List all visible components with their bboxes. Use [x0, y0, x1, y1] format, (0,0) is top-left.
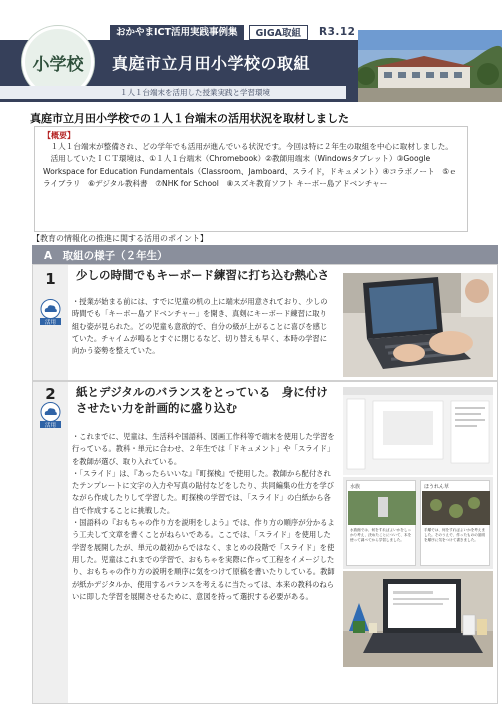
- series-badge: おかやまICT活用実践事例集: [110, 25, 244, 40]
- school-level-label: 小学校: [32, 54, 84, 75]
- item-title: 少しの時間でもキーボード練習に打ち込む熱心さ: [76, 268, 329, 282]
- item-number: 2: [45, 385, 56, 403]
- laptop-toys-photo: [343, 571, 493, 667]
- slide-card: [346, 480, 416, 566]
- use-badge-label: 活用: [44, 319, 57, 325]
- points-note: 【教育の情報化の推進に関する活用のポイント】: [32, 234, 208, 243]
- slide-card: [420, 480, 490, 566]
- item-paragraph: ・「スライド」は、『あったらいいな』『町探検』で使用した。教師から配付されたテンプレートに文字の入力や写真の貼付などをしたり、共同編集の仕方を学びながら作成したりして学習した。町探検の学習では、「スライド」の白紙から各自で作成することに挑戦した。: [72, 468, 335, 515]
- slide-card-caption: 水族館では、何をすればよいかをしっかり考え、決めたことについて、本を使って調べてから学習しました。: [350, 528, 412, 543]
- page-title: 真庭市立月田小学校の取組: [112, 54, 311, 73]
- slide-cards-photo: [343, 477, 493, 569]
- section-title: A 取組の様子（２年生）: [44, 250, 168, 262]
- main-heading: 真庭市立月田小学校での１人１台端末の活用状況を取材しました: [30, 112, 349, 125]
- item-paragraph: ・これまでに、児童は、生活科や国語科、図画工作科等で端末を使用した学習を行っている。教科・単元に合わせ、２年生では「ドキュメント」や「スライド」を教師が選び、取り入れている。: [72, 432, 335, 466]
- item-1-number-column: [33, 265, 68, 380]
- cloud-use-icon: [40, 402, 61, 428]
- item-title-line: 紙とデジタルのバランスをとっている 身に付け: [76, 385, 328, 399]
- slide-editing-photo: [343, 387, 493, 475]
- date-badge: R3.12: [318, 26, 356, 38]
- slide-card-title: 水族: [350, 484, 361, 490]
- item-paragraph: ・授業が始まる前には、すでに児童の机の上に端末が用意されており、少しの時間でも「キーボー島アドベンチャー」を開き、真剣にキーボード練習に取り組む姿が見られた。どの児童も意欲的で、自分の級が上がることに喜びを感じていた。チャイムが鳴るとすぐに閉じるなど、切り替えも早く、本時の学習に向かう姿勢を整えていた。: [72, 297, 328, 356]
- keyboard-practice-photo: [343, 273, 493, 377]
- slide-card-caption: 手順では、何をすればよいかを考えました。そのうえで、作ったものの説明を順序に気をつけて書きました。: [424, 528, 486, 543]
- item-title-line: させたい力を計画的に盛り込む: [76, 401, 237, 415]
- page-subtitle: １人１台端末を活用した授業実践と学習環境: [120, 88, 270, 97]
- giga-badge: GIGA取組: [249, 25, 308, 40]
- item-title: [76, 384, 328, 416]
- overview-label: 【概要】: [43, 131, 75, 140]
- slide-card-title: ほうれん草: [424, 484, 450, 490]
- use-badge-label: 活用: [44, 422, 57, 428]
- item-body: [72, 431, 338, 603]
- overview-paragraph: 活用していたＩＣＴ環境は、①１人１台端末（Chromebook）②教師用端末（Windowsタブレット）③Google Workspace for Education Fundamentals（Classroom、Jamboard、スライド，ドキュメント）④コラボノート ⑤ｅライブラリ ⑥デジタル教科書 ⑦NHK for School ⑧スズキ教育ソフト キーボー島アドベンチャー: [43, 154, 457, 189]
- page-header: [0, 0, 502, 102]
- overview-paragraph: １人１台端末が整備され、どの学年でも活用が進んでいる状況です。今回は特に２年生の取組を中心に取材しました。: [43, 142, 453, 151]
- item-2-number-column: [33, 382, 68, 703]
- header-badges: [110, 25, 361, 40]
- item-number: 1: [45, 270, 56, 288]
- cloud-use-icon: [40, 299, 61, 325]
- item-body: [72, 296, 334, 357]
- school-building-photo: [358, 30, 502, 102]
- header-subtitle-bar: [0, 86, 346, 99]
- item-paragraph: ・国語科の『おもちゃの作り方を説明をしよう』では、作り方の順序が分かるよう工夫して文章を書くことがねらいである。ここでは、「スライド」を使用した学習を展開したが、単元の最初からではなく、まとめの段階で「スライド」を使用した。児童はこれまでの学習で、おもちゃを実際に作って工程をイメージしたり、おもちゃの作り方の説明を順序に気をつけて原稿を書いたりしている。教師が紙かデジタルか、使用するバランスを考えるに当たっては、本来の教科のねらいに即した学習を展開させるために、意図を持って選択する必要がある。: [72, 518, 335, 601]
- overview-box: [34, 126, 468, 232]
- section-header: [32, 245, 498, 264]
